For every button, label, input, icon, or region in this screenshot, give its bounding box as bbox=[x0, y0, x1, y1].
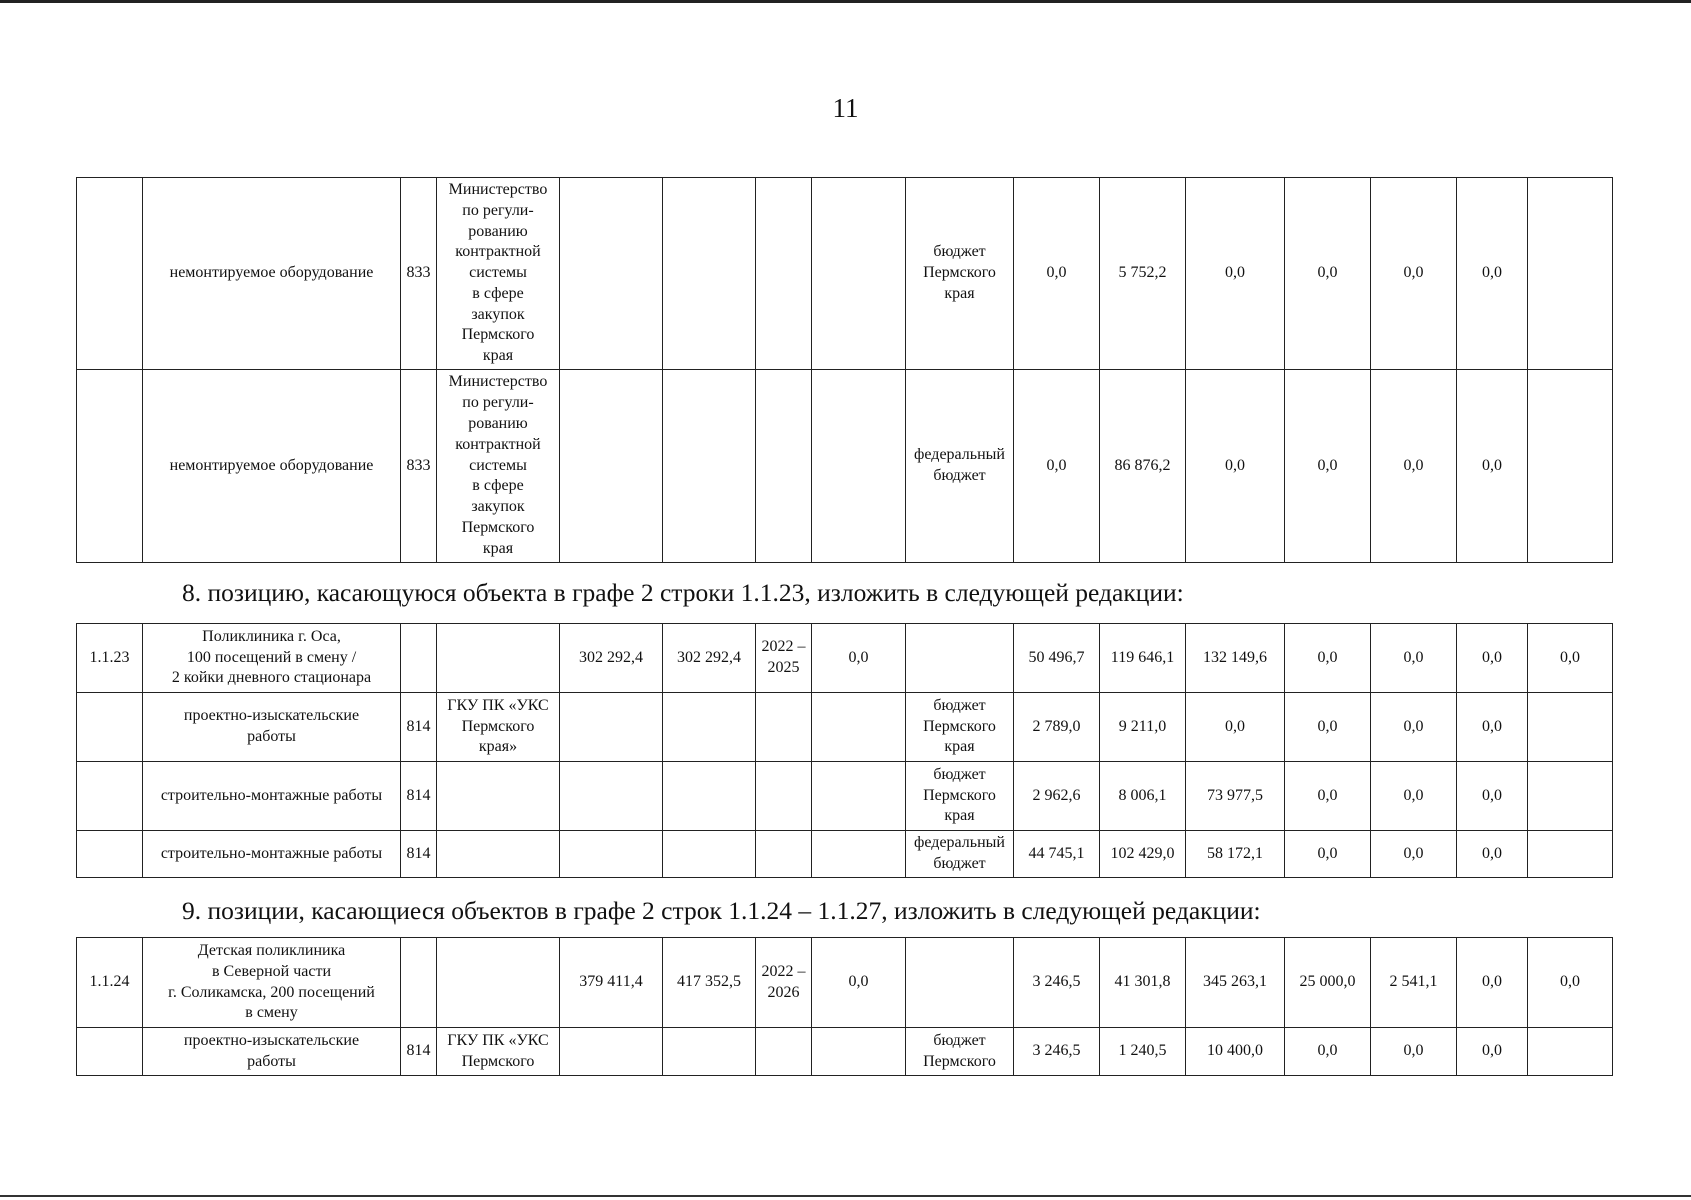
cell-year-value-6: 0,0 bbox=[1457, 938, 1528, 1028]
cell-organization-line: в сфере bbox=[472, 477, 524, 495]
cell-year-value-4: 0,0 bbox=[1285, 693, 1371, 762]
cell-year-value-7: 0,0 bbox=[1528, 624, 1613, 693]
cell-year-value-4: 0,0 bbox=[1285, 624, 1371, 693]
cell-year-value-7 bbox=[1528, 693, 1613, 762]
cell-year-value-3: 10 400,0 bbox=[1186, 1028, 1285, 1076]
cell-funding-source-line: бюджет bbox=[933, 855, 986, 872]
cell-code: 814 bbox=[401, 831, 437, 878]
cell-funding-source-line: Пермского bbox=[923, 1052, 996, 1070]
cell-object-name bbox=[143, 693, 401, 762]
cell-number bbox=[77, 370, 143, 563]
cell-funding-source-line: бюджет bbox=[933, 765, 986, 783]
cell-organization bbox=[437, 938, 560, 1028]
section-heading-8: 8. позицию, касающуюся объекта в графе 2 строки 1.1.23, изложить в следующей редакции: bbox=[182, 578, 1184, 607]
cell-period bbox=[756, 693, 812, 762]
cell-period bbox=[756, 624, 812, 693]
cell-period bbox=[756, 762, 812, 831]
table-row bbox=[77, 938, 1613, 1028]
cell-previous-years bbox=[812, 370, 906, 563]
cell-organization bbox=[437, 1028, 560, 1076]
cell-year-value-7 bbox=[1528, 762, 1613, 831]
cell-organization bbox=[437, 693, 560, 762]
cell-funding-source bbox=[906, 1028, 1014, 1076]
cell-number bbox=[77, 178, 143, 370]
cell-year-value-1: 0,0 bbox=[1014, 370, 1100, 563]
page-number: 11 bbox=[832, 93, 859, 123]
cell-funding-source bbox=[906, 693, 1014, 762]
cell-year-value-1: 44 745,1 bbox=[1014, 831, 1100, 878]
cell-cost-total: 302 292,4 bbox=[663, 624, 756, 693]
cell-funding-source-line: края bbox=[944, 807, 975, 825]
cell-object-name-line: в Северной части bbox=[211, 962, 331, 980]
cell-organization-line: контрактной bbox=[455, 435, 541, 453]
cell-cost-total bbox=[663, 178, 756, 370]
cell-year-value-2: 1 240,5 bbox=[1100, 1028, 1186, 1076]
cell-object-name-line: строительно-монтажные работы bbox=[160, 786, 383, 804]
cell-year-value-6: 0,0 bbox=[1457, 178, 1528, 370]
cell-period-line: 2022 – bbox=[761, 962, 806, 980]
cell-funding-source-line: края bbox=[944, 738, 975, 756]
cell-code: 814 bbox=[401, 693, 437, 762]
cell-object-name-line: работы bbox=[247, 728, 296, 745]
cell-period bbox=[756, 370, 812, 563]
cell-organization bbox=[437, 178, 560, 370]
cell-object-name bbox=[143, 831, 401, 878]
cell-year-value-2: 86 876,2 bbox=[1100, 370, 1186, 563]
cell-organization-line: Министерство bbox=[448, 180, 548, 198]
cell-year-value-1: 3 246,5 bbox=[1014, 938, 1100, 1028]
cell-year-value-2: 119 646,1 bbox=[1100, 624, 1186, 693]
cell-year-value-6: 0,0 bbox=[1457, 1028, 1528, 1076]
cell-code: 833 bbox=[401, 178, 437, 370]
cell-year-value-6: 0,0 bbox=[1457, 693, 1528, 762]
table-row bbox=[77, 1028, 1613, 1076]
cell-organization-line: Пермского bbox=[461, 717, 535, 735]
cell-object-name: немонтируемое оборудование bbox=[143, 178, 401, 370]
cell-year-value-3: 0,0 bbox=[1186, 370, 1285, 563]
table-row bbox=[77, 762, 1613, 831]
cell-cost-estimate: 302 292,4 bbox=[560, 624, 663, 693]
cell-organization bbox=[437, 370, 560, 563]
cell-object-name-line: 2 койки дневного стационара bbox=[171, 669, 372, 687]
cell-number bbox=[77, 762, 143, 831]
cell-year-value-6: 0,0 bbox=[1457, 831, 1528, 878]
table-object-1-1-24 bbox=[76, 937, 1613, 1076]
table-row bbox=[77, 831, 1613, 878]
cell-organization-line: края» bbox=[478, 738, 518, 756]
cell-object-name-line: г. Соликамска, 200 посещений bbox=[168, 983, 375, 1001]
cell-year-value-5: 0,0 bbox=[1371, 762, 1457, 831]
cell-funding-source-line: федеральный bbox=[914, 446, 1005, 464]
cell-year-value-5: 0,0 bbox=[1371, 624, 1457, 693]
cell-year-value-3: 0,0 bbox=[1186, 178, 1285, 370]
cell-previous-years bbox=[812, 762, 906, 831]
cell-object-name-line: Детская поликлиника bbox=[197, 941, 346, 959]
cell-organization-line: ГКУ ПК «УКС bbox=[447, 1031, 549, 1049]
cell-year-value-5: 2 541,1 bbox=[1371, 938, 1457, 1028]
cell-cost-estimate bbox=[560, 693, 663, 762]
cell-code: 814 bbox=[401, 762, 437, 831]
cell-cost-total bbox=[663, 693, 756, 762]
cell-organization-line: системы bbox=[469, 264, 527, 282]
cell-funding-source bbox=[906, 762, 1014, 831]
cell-organization-line: контрактной bbox=[455, 243, 541, 261]
cell-funding-source-line: бюджет bbox=[933, 1031, 986, 1049]
cell-year-value-1: 3 246,5 bbox=[1014, 1028, 1100, 1076]
cell-year-value-2: 5 752,2 bbox=[1100, 178, 1186, 370]
cell-object-name: немонтируемое оборудование bbox=[143, 370, 401, 563]
cell-year-value-7 bbox=[1528, 178, 1613, 370]
cell-organization bbox=[437, 624, 560, 693]
cell-number bbox=[77, 693, 143, 762]
bottom-scan-edge bbox=[0, 1195, 1691, 1197]
cell-organization-line: Министерство bbox=[448, 373, 548, 391]
cell-year-value-4: 0,0 bbox=[1285, 178, 1371, 370]
cell-organization-line: закупок bbox=[471, 305, 525, 323]
cell-previous-years bbox=[812, 178, 906, 370]
cell-organization-line: Пермского bbox=[461, 518, 535, 536]
cell-previous-years bbox=[812, 693, 906, 762]
cell-year-value-1: 2 962,6 bbox=[1014, 762, 1100, 831]
cell-cost-total bbox=[663, 831, 756, 878]
section-heading-9: 9. позиции, касающиеся объектов в графе 2 строк 1.1.24 – 1.1.27, изложить в следующей редакции: bbox=[182, 896, 1261, 925]
cell-code: 814 bbox=[401, 1028, 437, 1076]
cell-period-line: 2025 bbox=[767, 659, 800, 676]
cell-previous-years bbox=[812, 1028, 906, 1076]
cell-number: 1.1.24 bbox=[77, 938, 143, 1028]
cell-funding-source bbox=[906, 370, 1014, 563]
cell-organization-line: Пермского bbox=[461, 1052, 535, 1070]
cell-funding-source bbox=[906, 624, 1014, 693]
cell-year-value-6: 0,0 bbox=[1457, 762, 1528, 831]
cell-funding-source bbox=[906, 831, 1014, 878]
cell-year-value-3: 58 172,1 bbox=[1186, 831, 1285, 878]
cell-year-value-1: 50 496,7 bbox=[1014, 624, 1100, 693]
cell-organization-line: по регули- bbox=[462, 201, 534, 219]
cell-organization-line: края bbox=[482, 539, 514, 557]
cell-funding-source-line: бюджет bbox=[933, 243, 986, 261]
cell-previous-years: 0,0 bbox=[812, 938, 906, 1028]
table-row bbox=[77, 370, 1613, 563]
cell-object-name bbox=[143, 1028, 401, 1076]
cell-year-value-4: 0,0 bbox=[1285, 762, 1371, 831]
cell-funding-source-line: бюджет bbox=[933, 696, 986, 714]
cell-year-value-5: 0,0 bbox=[1371, 178, 1457, 370]
table-object-1-1-23 bbox=[76, 623, 1613, 878]
cell-period bbox=[756, 178, 812, 370]
cell-organization-line: по регули- bbox=[462, 394, 534, 412]
cell-code bbox=[401, 938, 437, 1028]
cell-funding-source bbox=[906, 938, 1014, 1028]
cell-year-value-4: 25 000,0 bbox=[1285, 938, 1371, 1028]
cell-funding-source-line: Пермского bbox=[923, 786, 996, 804]
cell-object-name bbox=[143, 762, 401, 831]
cell-previous-years: 0,0 bbox=[812, 624, 906, 693]
cell-period bbox=[756, 938, 812, 1028]
cell-object-name bbox=[143, 624, 401, 693]
cell-funding-source-line: Пермского bbox=[923, 717, 996, 735]
cell-period-line: 2022 – bbox=[761, 638, 806, 656]
cell-year-value-6: 0,0 bbox=[1457, 624, 1528, 693]
cell-period bbox=[756, 1028, 812, 1076]
cell-number bbox=[77, 831, 143, 878]
cell-year-value-2: 41 301,8 bbox=[1100, 938, 1186, 1028]
cell-period-line: 2026 bbox=[767, 983, 800, 1001]
cell-year-value-5: 0,0 bbox=[1371, 831, 1457, 878]
cell-cost-estimate bbox=[560, 178, 663, 370]
cell-organization bbox=[437, 831, 560, 878]
cell-year-value-7: 0,0 bbox=[1528, 938, 1613, 1028]
cell-year-value-2: 8 006,1 bbox=[1100, 762, 1186, 831]
cell-object-name-line: 100 посещений в смену / bbox=[186, 648, 357, 666]
cell-organization-line: ГКУ ПК «УКС bbox=[447, 696, 549, 714]
table-row bbox=[77, 693, 1613, 762]
cell-year-value-6: 0,0 bbox=[1457, 370, 1528, 563]
cell-object-name-line: проектно-изыскательские bbox=[183, 1031, 360, 1049]
cell-year-value-1: 2 789,0 bbox=[1014, 693, 1100, 762]
cell-year-value-7 bbox=[1528, 1028, 1613, 1076]
cell-code: 833 bbox=[401, 370, 437, 563]
cell-object-name bbox=[143, 938, 401, 1028]
cell-year-value-3: 73 977,5 bbox=[1186, 762, 1285, 831]
cell-organization-line: системы bbox=[469, 456, 527, 474]
table-row bbox=[77, 624, 1613, 693]
cell-year-value-7 bbox=[1528, 831, 1613, 878]
cell-year-value-5: 0,0 bbox=[1371, 693, 1457, 762]
cell-year-value-3: 345 263,1 bbox=[1186, 938, 1285, 1028]
cell-cost-estimate bbox=[560, 762, 663, 831]
cell-organization bbox=[437, 762, 560, 831]
cell-object-name-line: в смену bbox=[245, 1004, 298, 1022]
cell-number bbox=[77, 1028, 143, 1076]
cell-period bbox=[756, 831, 812, 878]
cell-cost-total bbox=[663, 1028, 756, 1076]
cell-organization-line: в сфере bbox=[472, 284, 524, 302]
cell-year-value-4: 0,0 bbox=[1285, 831, 1371, 878]
cell-previous-years bbox=[812, 831, 906, 878]
table-continuation bbox=[76, 177, 1613, 563]
cell-cost-estimate: 379 411,4 bbox=[560, 938, 663, 1028]
cell-organization-line: Пермского bbox=[461, 326, 535, 344]
cell-funding-source bbox=[906, 178, 1014, 370]
cell-organization-line: рованию bbox=[468, 222, 528, 240]
cell-year-value-7 bbox=[1528, 370, 1613, 563]
cell-object-name-line: Поликлиника г. Оса, bbox=[202, 627, 341, 645]
cell-organization-line: края bbox=[482, 347, 514, 365]
cell-code bbox=[401, 624, 437, 693]
cell-funding-source-line: бюджет bbox=[933, 467, 986, 484]
cell-year-value-5: 0,0 bbox=[1371, 370, 1457, 563]
cell-cost-estimate bbox=[560, 370, 663, 563]
cell-funding-source-line: края bbox=[944, 284, 975, 302]
cell-year-value-4: 0,0 bbox=[1285, 1028, 1371, 1076]
cell-cost-total bbox=[663, 370, 756, 563]
cell-year-value-1: 0,0 bbox=[1014, 178, 1100, 370]
cell-year-value-3: 132 149,6 bbox=[1186, 624, 1285, 693]
cell-funding-source-line: Пермского bbox=[923, 264, 996, 282]
cell-cost-total: 417 352,5 bbox=[663, 938, 756, 1028]
cell-cost-estimate bbox=[560, 831, 663, 878]
top-scan-edge bbox=[0, 0, 1691, 3]
cell-year-value-2: 9 211,0 bbox=[1100, 693, 1186, 762]
cell-year-value-3: 0,0 bbox=[1186, 693, 1285, 762]
cell-funding-source-line: федеральный bbox=[914, 834, 1005, 852]
cell-object-name-line: строительно-монтажные работы bbox=[160, 844, 383, 862]
cell-year-value-5: 0,0 bbox=[1371, 1028, 1457, 1076]
cell-organization-line: рованию bbox=[468, 415, 528, 432]
cell-object-name-line: проектно-изыскательские bbox=[183, 707, 360, 725]
table-row bbox=[77, 178, 1613, 370]
cell-number: 1.1.23 bbox=[77, 624, 143, 693]
cell-cost-total bbox=[663, 762, 756, 831]
cell-organization-line: закупок bbox=[471, 498, 525, 516]
cell-year-value-4: 0,0 bbox=[1285, 370, 1371, 563]
cell-object-name-line: работы bbox=[247, 1052, 296, 1070]
cell-year-value-2: 102 429,0 bbox=[1100, 831, 1186, 878]
cell-cost-estimate bbox=[560, 1028, 663, 1076]
